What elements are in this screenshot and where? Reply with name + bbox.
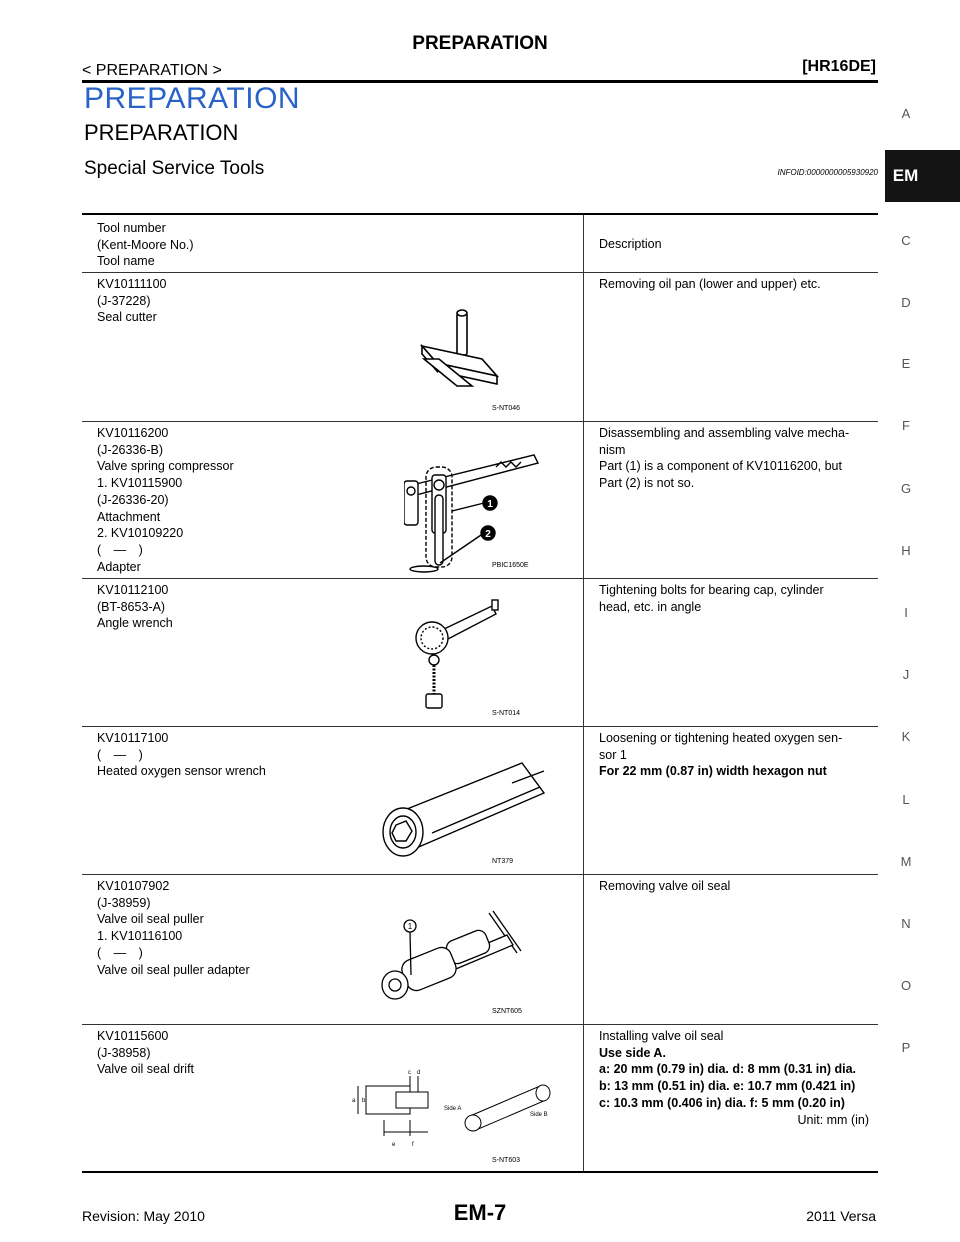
side-index-m[interactable]: M (900, 854, 912, 869)
description-spec: c: 10.3 mm (0.406 in) dia. f: 5 mm (0.20 in) (599, 1095, 845, 1110)
description-cell (599, 878, 871, 895)
oxygen-sensor-wrench-illustration (372, 753, 552, 861)
page-number: EM-7 (453, 1200, 507, 1225)
description-spec: Use side A. (599, 1045, 666, 1060)
figure-code: SZNT605 (492, 1008, 522, 1015)
kent-moore-number: (J-37228) (97, 293, 151, 308)
valve-oil-seal-drift-illustration (352, 1066, 562, 1151)
description-cell (599, 582, 871, 615)
seal-cutter-illustration (412, 301, 522, 397)
side-index-g[interactable]: G (900, 481, 912, 496)
subsection-heading: PREPARATION (84, 120, 239, 145)
dim-label-f: f (412, 1142, 414, 1148)
description-line: sor 1 (599, 747, 627, 762)
table-header-description: Description (599, 237, 662, 251)
description-cell (599, 276, 871, 293)
kent-moore-number: (BT-8653-A) (97, 599, 166, 614)
dim-label-c: c (408, 1070, 411, 1076)
info-id: INFOID:0000000005930920 (777, 168, 878, 177)
description-line: Installing valve oil seal (599, 1029, 724, 1043)
kent-moore-number: (J-38959) (97, 895, 151, 910)
kent-moore-number: (J-38958) (97, 1045, 151, 1060)
table-header-tool (97, 220, 387, 270)
description-line: Removing oil pan (lower and upper) etc. (599, 277, 821, 291)
description-line: Loosening or tightening heated oxygen sen- (599, 731, 843, 745)
tool-cell (97, 878, 387, 978)
tool-number: KV10117100 (97, 731, 169, 745)
dim-label-d: d (417, 1070, 421, 1076)
description-line: nism (599, 442, 626, 457)
kent-moore-number: ( — ) (97, 747, 143, 762)
description-cell (599, 425, 871, 492)
side-index-d[interactable]: D (901, 295, 911, 310)
row-divider (82, 1024, 878, 1025)
component-number: 2. KV10109220 (97, 526, 184, 541)
revision-date: Revision: May 2010 (82, 1208, 205, 1224)
header-line: Tool name (97, 254, 155, 269)
side-index-a[interactable]: A (901, 106, 911, 121)
tool-name: Heated oxygen sensor wrench (97, 764, 266, 779)
component-number: 1. KV10115900 (97, 476, 183, 491)
component-kent-moore: ( — ) (97, 542, 143, 557)
description-spec: b: 13 mm (0.51 in) dia. e: 10.7 mm (0.421 in) (599, 1079, 856, 1094)
page-header-title: PREPARATION (412, 33, 548, 54)
tool-number: KV10107902 (97, 879, 170, 893)
tool-cell (97, 1028, 387, 1078)
tool-number: KV10115600 (97, 1029, 169, 1043)
component-name: Adapter (97, 559, 141, 574)
column-divider (583, 215, 584, 1171)
tool-name: Valve spring compressor (97, 459, 234, 474)
dim-label-e: e (392, 1142, 396, 1148)
callout-2: 2 (485, 529, 491, 540)
row-divider (82, 578, 878, 579)
valve-oil-seal-puller-illustration (367, 909, 537, 1005)
callout-1: 1 (407, 922, 413, 931)
engine-code: [HR16DE] (802, 58, 876, 75)
side-index-j[interactable]: J (902, 667, 910, 682)
dim-label-a: a (352, 1098, 356, 1104)
tool-cell (97, 730, 387, 780)
tool-number: KV10111100 (97, 277, 167, 291)
tool-number: KV10116200 (97, 426, 169, 440)
side-index-c[interactable]: C (901, 233, 911, 248)
special-service-tools-table (82, 213, 878, 1173)
component-name: Valve oil seal puller adapter (97, 962, 250, 977)
component-kent-moore: ( — ) (97, 945, 143, 960)
side-index-p[interactable]: P (901, 1040, 911, 1055)
side-b-label: Side B (530, 1112, 548, 1118)
model-year: 2011 Versa (806, 1208, 876, 1224)
tool-name: Angle wrench (97, 616, 173, 631)
tool-name: Valve oil seal drift (97, 1062, 195, 1077)
side-index-h[interactable]: H (901, 543, 911, 558)
side-index-f[interactable]: F (902, 418, 910, 433)
valve-spring-compressor-illustration (404, 445, 544, 573)
dim-label-b: b (362, 1098, 366, 1104)
description-spec: For 22 mm (0.87 in) width hexagon nut (599, 764, 827, 779)
tool-cell (97, 425, 387, 575)
description-line: Removing valve oil seal (599, 879, 731, 893)
header-line: (Kent-Moore No.) (97, 237, 194, 252)
unit-note: Unit: mm (in) (797, 1112, 869, 1127)
figure-code: NT379 (492, 858, 514, 865)
component-kent-moore: (J-26336-20) (97, 492, 169, 507)
description-line: Part (1) is a component of KV10116200, but (599, 459, 842, 474)
side-index-e[interactable]: E (901, 356, 911, 371)
side-index-active-tab[interactable] (885, 150, 960, 202)
side-index-o[interactable]: O (900, 978, 912, 993)
table-top-rule (82, 213, 878, 215)
tool-cell (97, 582, 387, 632)
side-a-label: Side A (444, 1106, 462, 1112)
component-number: 1. KV10116100 (97, 929, 183, 944)
description-line: Tightening bolts for bearing cap, cylinder (599, 583, 824, 597)
figure-code: S-NT603 (492, 1157, 521, 1164)
description-line: Disassembling and assembling valve mecha- (599, 426, 850, 440)
description-line: head, etc. in angle (599, 599, 702, 614)
tool-name: Valve oil seal puller (97, 912, 204, 927)
row-divider (82, 874, 878, 875)
angle-wrench-illustration (412, 598, 512, 718)
side-index-n[interactable]: N (901, 916, 911, 931)
description-line: Part (2) is not so. (599, 476, 695, 491)
figure-code: S-NT046 (492, 405, 521, 412)
description-cell (599, 1028, 871, 1128)
side-index-l[interactable]: L (902, 792, 910, 807)
tool-cell (97, 276, 387, 326)
header-line: Tool number (97, 221, 166, 235)
kent-moore-number: (J-26336-B) (97, 442, 163, 457)
component-name: Attachment (97, 509, 161, 524)
figure-code: S-NT014 (492, 710, 521, 717)
tool-name: Seal cutter (97, 310, 157, 325)
table-bottom-rule (82, 1171, 878, 1173)
breadcrumb[interactable]: < PREPARATION > (82, 62, 222, 79)
side-index-i[interactable]: I (904, 605, 908, 620)
side-index-active-label: EM (892, 166, 919, 185)
row-divider (82, 272, 878, 273)
callout-1: 1 (487, 499, 493, 510)
tool-number: KV10112100 (97, 583, 169, 597)
section-heading: PREPARATION (84, 82, 301, 115)
topic-heading: Special Service Tools (84, 158, 265, 179)
description-spec: a: 20 mm (0.79 in) dia. d: 8 mm (0.31 in) dia. (599, 1062, 857, 1077)
row-divider (82, 726, 878, 727)
row-divider (82, 421, 878, 422)
side-index-k[interactable]: K (901, 729, 911, 744)
description-cell (599, 730, 871, 780)
figure-code: PBIC1650E (492, 562, 529, 569)
